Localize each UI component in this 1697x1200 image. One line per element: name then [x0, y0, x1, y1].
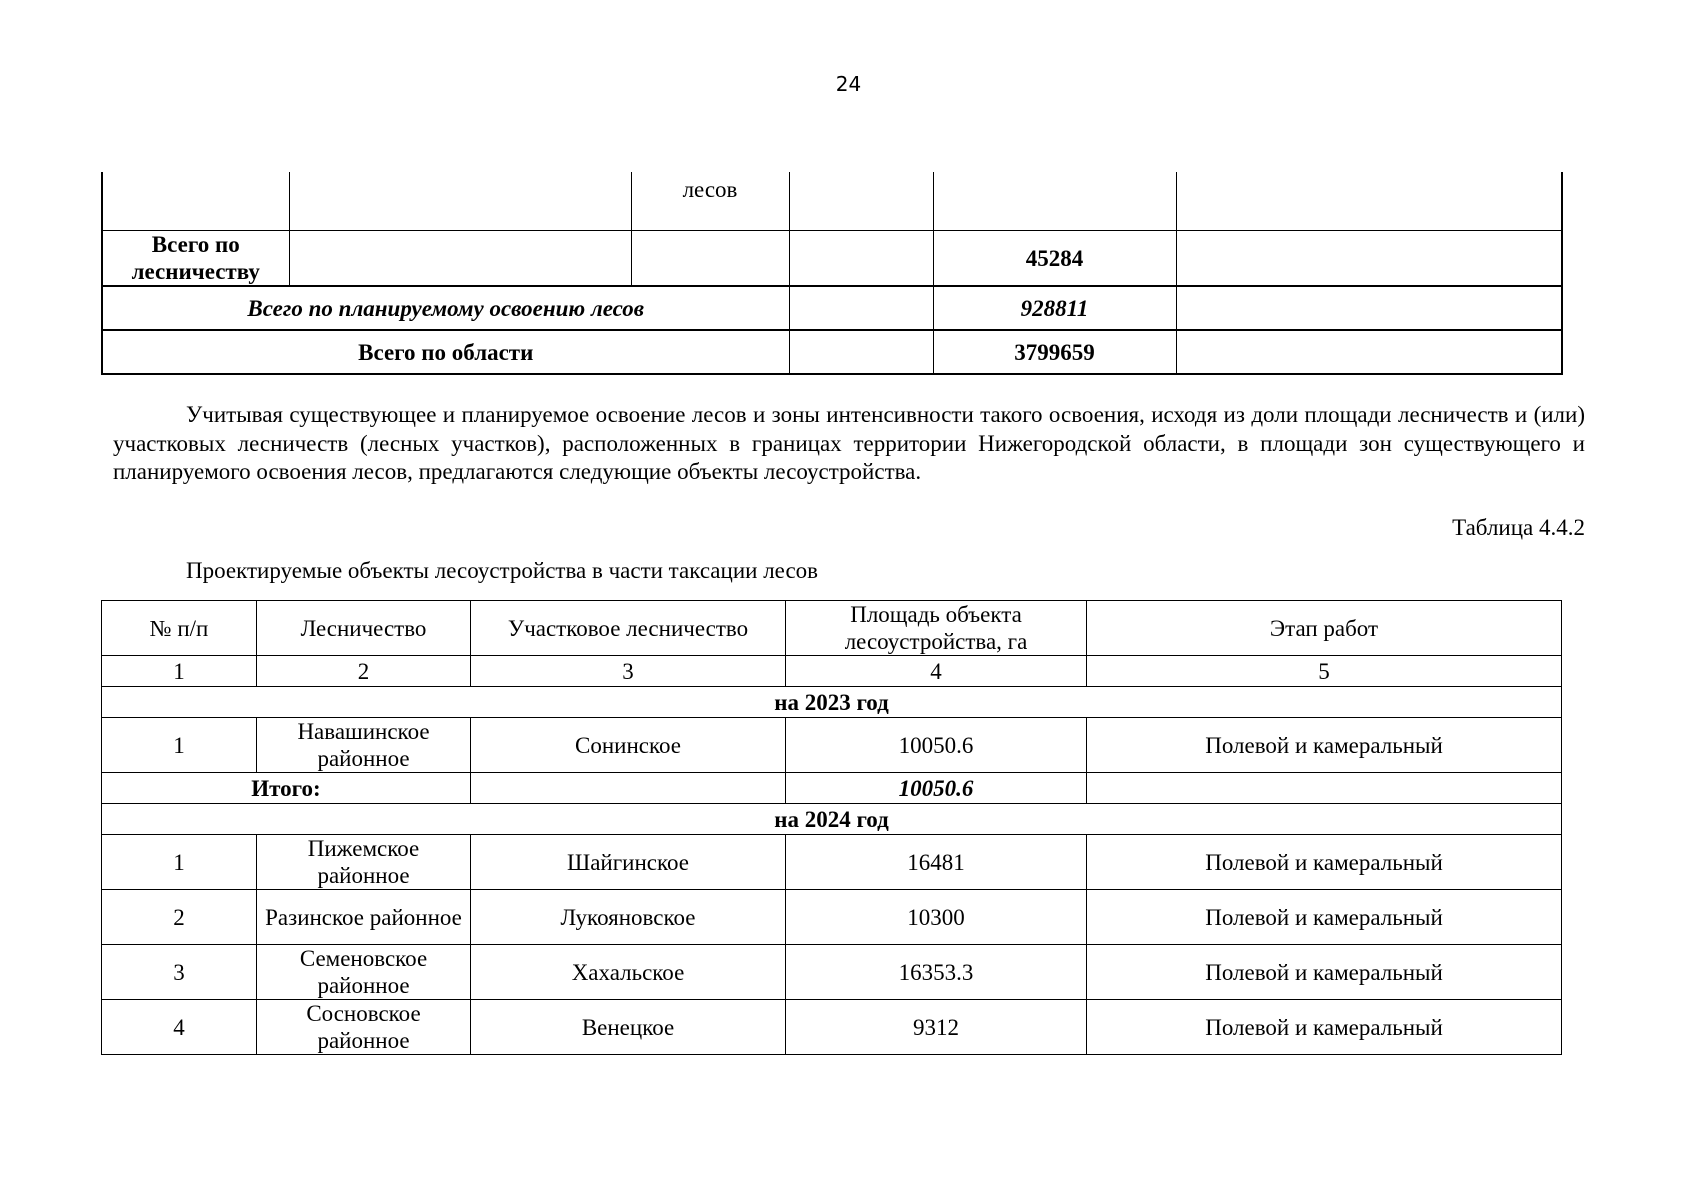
table-row	[102, 890, 1562, 945]
area-value: 10300	[786, 890, 1087, 945]
area-value: 10050.6	[786, 718, 1087, 773]
table-row	[102, 172, 1562, 231]
page-number: 24	[835, 72, 862, 96]
work-stage: Полевой и камеральный	[1087, 1000, 1562, 1055]
region-total-value: 3799659	[933, 330, 1176, 374]
district-forestry-name: Лукояновское	[471, 890, 786, 945]
column-header: Лесничество	[257, 601, 471, 656]
column-number: 4	[786, 656, 1087, 687]
area-value: 16481	[786, 835, 1087, 890]
year-group-title: на 2024 год	[102, 804, 1562, 835]
forest-management-objects-table	[101, 600, 1562, 1055]
table-cell	[789, 172, 933, 231]
work-stage: Полевой и камеральный	[1087, 835, 1562, 890]
column-number-row	[102, 656, 1562, 687]
table-row	[102, 945, 1562, 1000]
forestry-name: Семеновское районное	[257, 945, 471, 1000]
district-forestry-name: Хахальское	[471, 945, 786, 1000]
table-title: Проектируемые объекты лесоустройства в части таксации лесов	[186, 558, 819, 583]
table-cell	[1176, 286, 1562, 330]
table-row	[102, 231, 1562, 287]
area-value: 9312	[786, 1000, 1087, 1055]
table-cell	[789, 286, 933, 330]
work-stage: Полевой и камеральный	[1087, 718, 1562, 773]
table-cell	[1176, 330, 1562, 374]
planned-total-value: 928811	[933, 286, 1176, 330]
total-label: Итого:	[102, 773, 471, 804]
table-cell	[789, 231, 933, 287]
forestry-name: Пижемское районное	[257, 835, 471, 890]
table-cell	[933, 172, 1176, 231]
column-number: 3	[471, 656, 786, 687]
column-header: Этап работ	[1087, 601, 1562, 656]
column-number: 5	[1087, 656, 1562, 687]
column-number: 1	[102, 656, 257, 687]
district-forestry-name: Венецкое	[471, 1000, 786, 1055]
total-row	[102, 773, 1562, 804]
forestry-name: Навашинское районное	[257, 718, 471, 773]
forestry-name: Разинское районное	[257, 890, 471, 945]
table-row	[102, 835, 1562, 890]
table-cell	[631, 231, 789, 287]
work-stage: Полевой и камеральный	[1087, 890, 1562, 945]
district-forestry-name: Шайгинское	[471, 835, 786, 890]
column-header: Участковое лесничество	[471, 601, 786, 656]
year-group-row	[102, 804, 1562, 835]
forestry-name: Сосновское районное	[257, 1000, 471, 1055]
planned-total-label: Всего по планируемому освоению лесов	[102, 286, 789, 330]
area-value: 16353.3	[786, 945, 1087, 1000]
table-cell	[789, 330, 933, 374]
region-total-label: Всего по области	[102, 330, 789, 374]
row-number: 4	[102, 1000, 257, 1055]
table-cell	[289, 231, 631, 287]
column-header: Площадь объекта лесоустройства, га	[786, 601, 1087, 656]
table-cell: лесов	[631, 172, 789, 231]
forestry-total-label: Всего по лесничеству	[102, 231, 289, 287]
table-cell	[1176, 231, 1562, 287]
table-number: Таблица 4.4.2	[1452, 515, 1585, 540]
body-paragraph: Учитывая существующее и планируемое освоение лесов и зоны интенсивности такого освоения, исходя из доли площади лесничеств и (или) участковых лесничеств (лесных участков), расположенных в границах территории Нижегородской области, в площади зон существующего и планируемого освоения лесов, предлагаются следующие объекты лесоустройства.	[113, 402, 1585, 484]
year-group-title: на 2023 год	[102, 687, 1562, 718]
district-forestry-name: Сонинское	[471, 718, 786, 773]
table-row	[102, 1000, 1562, 1055]
year-group-row	[102, 687, 1562, 718]
column-header: № п/п	[102, 601, 257, 656]
table-cell	[289, 172, 631, 231]
table-row	[102, 286, 1562, 330]
table-row	[102, 718, 1562, 773]
forest-development-summary-table	[101, 172, 1563, 375]
work-stage: Полевой и камеральный	[1087, 945, 1562, 1000]
table-cell	[1176, 172, 1562, 231]
forestry-total-value: 45284	[933, 231, 1176, 287]
table-row	[102, 330, 1562, 374]
table-header-row	[102, 601, 1562, 656]
row-number: 2	[102, 890, 257, 945]
row-number: 1	[102, 718, 257, 773]
row-number: 3	[102, 945, 257, 1000]
table-cell	[102, 172, 289, 231]
table-cell	[471, 773, 786, 804]
table-cell	[1087, 773, 1562, 804]
total-value: 10050.6	[786, 773, 1087, 804]
row-number: 1	[102, 835, 257, 890]
column-number: 2	[257, 656, 471, 687]
